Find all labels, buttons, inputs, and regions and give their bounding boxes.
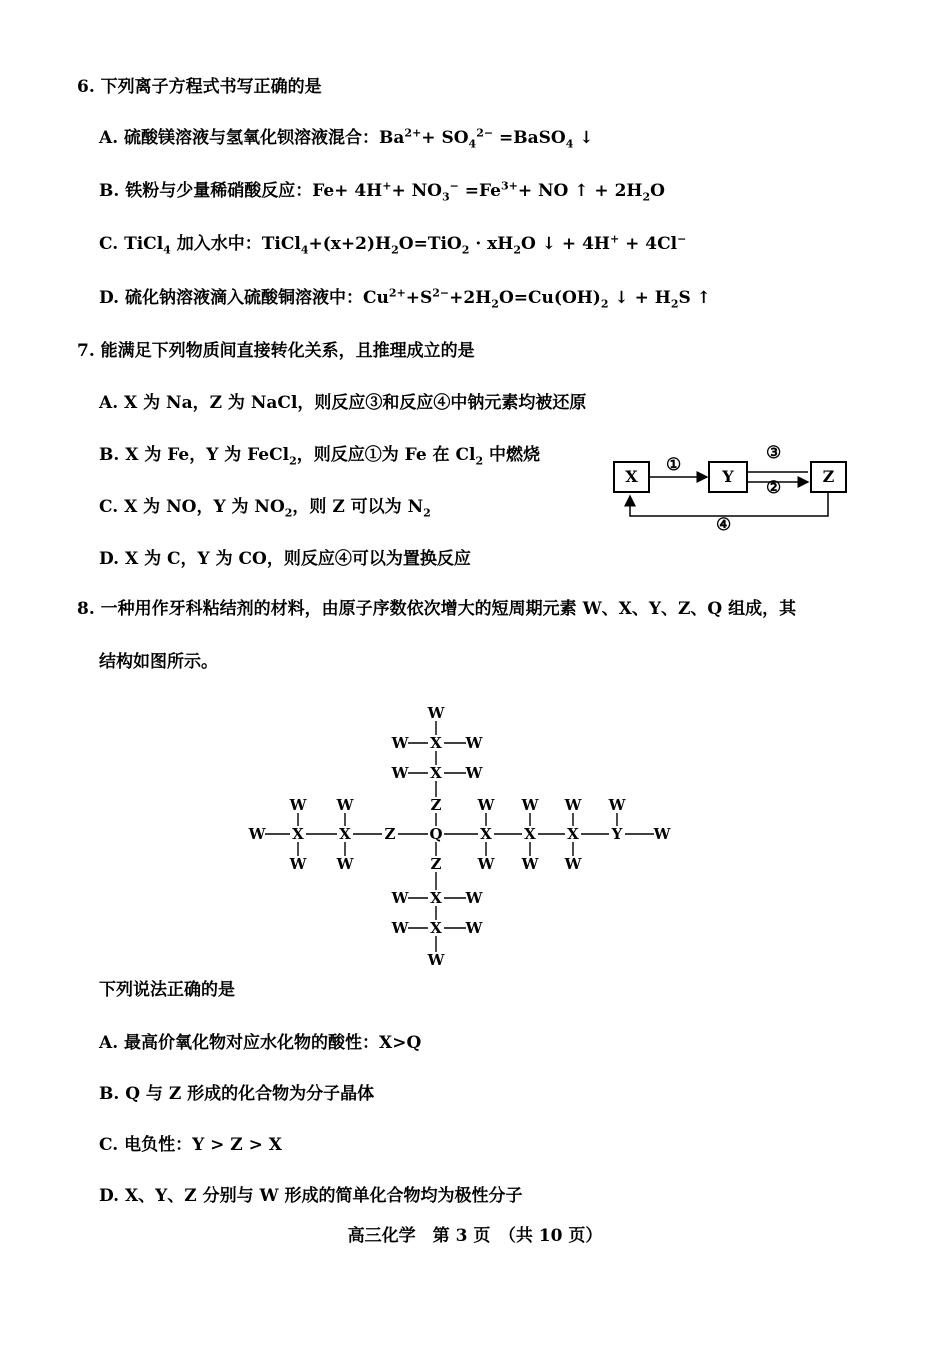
q7-option-c: C. X 为 NO，Y 为 $NO_2$，则 Z 可以为 $N_2$ (99, 497, 431, 520)
atom-w: W (564, 796, 582, 814)
atom-q: Q (429, 825, 443, 843)
diagram-box-z: Z (810, 461, 847, 493)
q8-option-a: A. 最高价氧化物对应水化物的酸性：X>Q (99, 1033, 422, 1053)
q7-option-d: D. X 为 C，Y 为 CO，则反应④可以为置换反应 (99, 549, 471, 569)
q7-stem: 7. 能满足下列物质间直接转化关系，且推理成立的是 (77, 341, 475, 361)
diagram-box-y: Y (708, 461, 748, 493)
atom-w: W (465, 764, 483, 782)
q6-option-d: D. 硫化钠溶液滴入硫酸铜溶液中：$Cu^{2+}+S^{2-}+2H_2O=Cu(OH)_2$ ↓ + $H_2S$ ↑ (99, 286, 711, 311)
atom-z: Z (384, 825, 396, 843)
atom-w: W (391, 919, 409, 937)
atom-x: X (480, 825, 492, 843)
atom-w: W (427, 704, 445, 722)
atom-w: W (521, 796, 539, 814)
atom-z: Z (430, 855, 442, 873)
q7-option-b: B. X 为 Fe，Y 为 FeCl$_2$，则反应①为 Fe 在 $Cl_2$ 中燃烧 (99, 445, 541, 468)
atom-w: W (336, 855, 354, 873)
atom-w: W (608, 796, 626, 814)
atom-y: Y (611, 825, 623, 843)
q8-prompt: 下列说法正确的是 (99, 980, 235, 1000)
atom-w: W (391, 889, 409, 907)
q8-stem-line2: 结构如图所示。 (99, 652, 218, 672)
atom-w: W (465, 734, 483, 752)
diagram-box-x: X (613, 461, 650, 493)
diagram-label-1: ① (666, 455, 682, 475)
atom-z: Z (430, 796, 442, 814)
atom-x: X (339, 825, 351, 843)
q8-option-b: B. Q 与 Z 形成的化合物为分子晶体 (99, 1084, 375, 1104)
q6-option-b: B. 铁粉与少量稀硝酸反应：$Fe+ 4H^++ NO_3^- =Fe^{3+}+$ NO ↑ + $2H_2O$ (99, 179, 665, 204)
diagram-label-3: ③ (766, 443, 782, 463)
q8-structure-diagram (230, 700, 690, 980)
q8-option-d: D. X、Y、Z 分别与 W 形成的简单化合物均为极性分子 (99, 1186, 523, 1206)
page-footer: 高三化学 第 3 页 （共 10 页） (347, 1226, 603, 1246)
atom-w: W (391, 764, 409, 782)
q6-option-c: C. TiCl$_4$ 加入水中：$TiCl_4+(x+2)H_2O=TiO_2 \cdot xH_2O$ ↓ + 4H+ + 4Cl− (99, 232, 687, 257)
q8-option-c: C. 电负性：Y > Z > X (99, 1135, 282, 1155)
arrow-4 (630, 493, 828, 516)
atom-w: W (248, 825, 266, 843)
q7-option-a: A. X 为 Na，Z 为 NaCl，则反应③和反应④中钠元素均被还原 (99, 393, 587, 413)
atom-w: W (391, 734, 409, 752)
atom-x: X (430, 919, 442, 937)
q6-stem: 6. 下列离子方程式书写正确的是 (77, 77, 322, 97)
atom-w: W (477, 796, 495, 814)
atom-x: X (292, 825, 304, 843)
atom-w: W (653, 825, 671, 843)
atom-x: X (524, 825, 536, 843)
diagram-label-2: ② (766, 478, 782, 498)
atom-x: X (567, 825, 579, 843)
atom-x: X (430, 734, 442, 752)
atom-x: X (430, 764, 442, 782)
atom-w: W (521, 855, 539, 873)
atom-w: W (289, 855, 307, 873)
atom-w: W (465, 889, 483, 907)
atom-w: W (465, 919, 483, 937)
atom-w: W (477, 855, 495, 873)
diagram-label-4: ④ (716, 515, 732, 535)
atom-x: X (430, 889, 442, 907)
atom-w: W (564, 855, 582, 873)
q8-stem-line1: 8. 一种用作牙科粘结剂的材料，由原子序数依次增大的短周期元素 W、X、Y、Z、Q 组成，其 (77, 599, 797, 619)
atom-w: W (289, 796, 307, 814)
atom-w: W (336, 796, 354, 814)
q6-option-a: A. 硫酸镁溶液与氢氧化钡溶液混合：$Ba^{2+}+ SO_4^{2-}$ =BaSO$_4$ ↓ (99, 126, 594, 151)
atom-w: W (427, 951, 445, 969)
